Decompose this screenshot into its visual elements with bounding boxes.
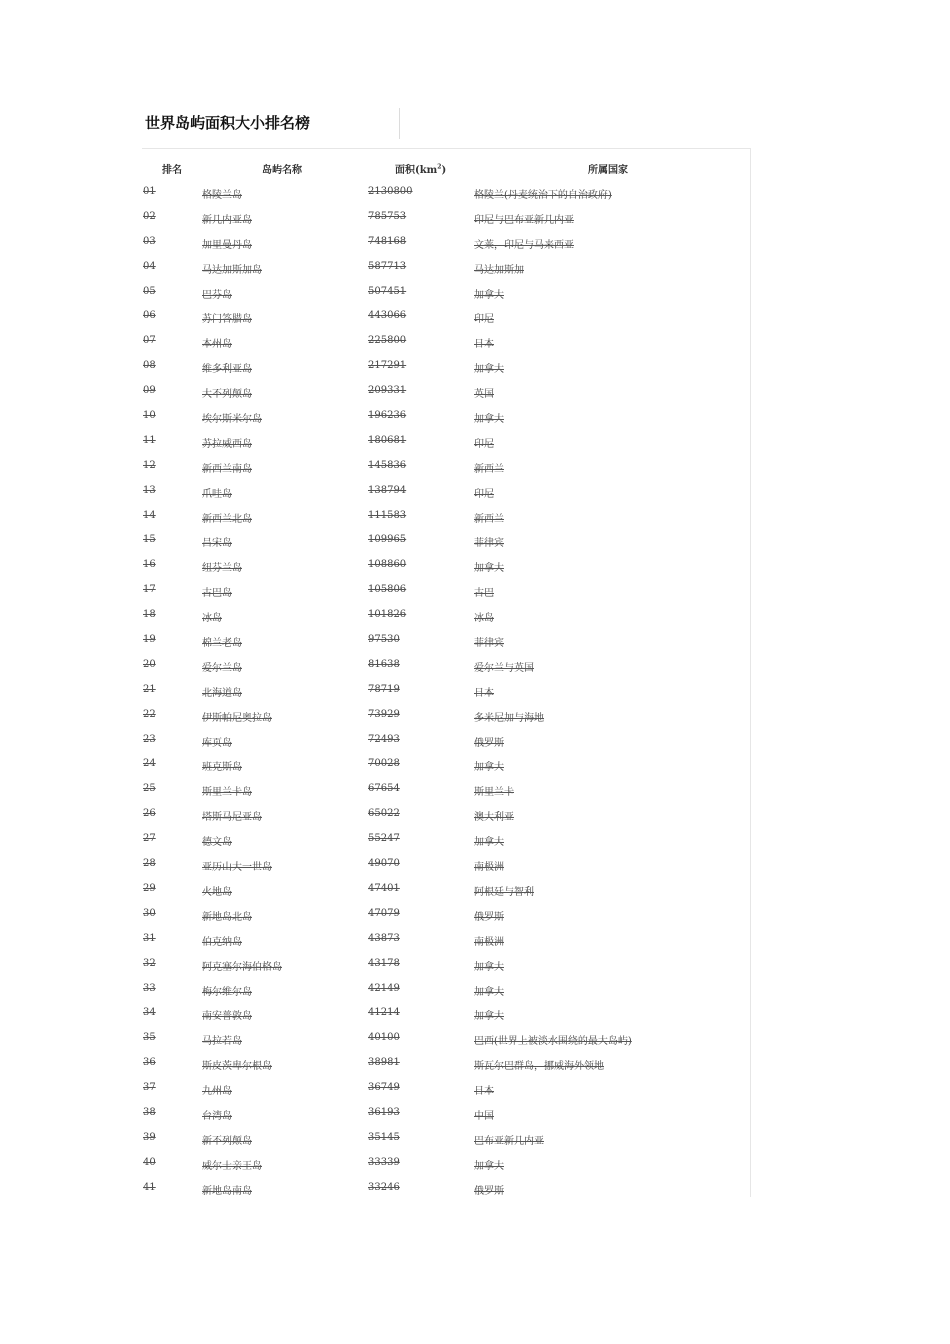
cell-island-name: 阿克塞尔海伯格岛: [202, 961, 282, 973]
cell-rank: 34: [143, 1007, 156, 1019]
cell-island-name: 伊斯帕尼奥拉岛: [202, 712, 272, 724]
table-row: [142, 310, 750, 335]
header-area-suffix: ): [441, 165, 447, 176]
cell-island-name: 格陵兰岛: [202, 190, 242, 201]
table-row: [142, 435, 750, 460]
cell-country: 加拿大: [474, 837, 504, 849]
cell-country: 俄罗斯: [474, 1185, 504, 1197]
cell-area: 225800: [368, 335, 407, 347]
cell-country: 加拿大: [474, 986, 504, 998]
table-row: [142, 1057, 750, 1082]
table-row: [142, 758, 750, 783]
cell-island-name: 亚历山大一世岛: [202, 862, 272, 874]
cell-country: 日本: [474, 687, 494, 699]
cell-island-name: 纽芬兰岛: [202, 563, 242, 575]
cell-area: 785753: [368, 210, 407, 222]
cell-area: 42149: [368, 982, 400, 994]
table-row: [142, 883, 750, 908]
cell-area: 748168: [368, 235, 407, 247]
header-country: 所属国家: [588, 165, 628, 176]
cell-rank: 22: [143, 708, 156, 720]
cell-country: 加拿大: [474, 1011, 504, 1023]
island-ranking-table: [142, 148, 751, 1197]
cell-rank: 30: [143, 907, 156, 919]
cell-island-name: 新西兰南岛: [202, 463, 252, 475]
cell-country: 新西兰: [474, 463, 504, 475]
header-island-name: 岛屿名称: [262, 165, 302, 176]
cell-rank: 21: [143, 683, 156, 695]
table-row: [142, 286, 750, 311]
table-row: [142, 908, 750, 933]
table-row: [142, 833, 750, 858]
cell-rank: 05: [143, 285, 156, 297]
cell-country: 马达加斯加: [474, 264, 524, 276]
cell-area: 443066: [368, 310, 407, 322]
header-area-sup: 2: [437, 163, 442, 171]
cell-rank: 37: [143, 1082, 156, 1094]
cell-rank: 40: [143, 1156, 156, 1168]
cell-rank: 27: [143, 833, 156, 845]
cell-country: 印尼: [474, 438, 494, 450]
cell-island-name: 爪哇岛: [202, 488, 232, 500]
cell-rank: 24: [143, 758, 156, 770]
cell-island-name: 火地岛: [202, 886, 232, 898]
cell-rank: 12: [143, 459, 156, 471]
table-row: [142, 958, 750, 983]
cell-country: 阿根廷与智利: [474, 886, 534, 898]
table-row: [142, 1132, 750, 1157]
cell-country: 南极洲: [474, 862, 504, 874]
cell-area: 55247: [368, 833, 400, 845]
cell-rank: 23: [143, 733, 156, 745]
cell-rank: 26: [143, 808, 156, 820]
table-header: [142, 161, 750, 177]
cell-rank: 29: [143, 882, 156, 894]
cell-country: 印尼: [474, 488, 494, 500]
cell-island-name: 苏门答腊岛: [202, 314, 252, 326]
table-row: [142, 559, 750, 584]
table-row: [142, 983, 750, 1008]
cell-area: 105806: [368, 584, 407, 596]
cell-country: 菲律宾: [474, 638, 504, 650]
cell-island-name: 新地岛北岛: [202, 911, 252, 923]
cell-island-name: 古巴岛: [202, 588, 232, 600]
table-row: [142, 510, 750, 535]
header-area-prefix: 面积(km: [395, 165, 438, 176]
cell-country: 巴西(世界上被淡水围绕的最大岛屿): [474, 1036, 632, 1048]
cell-country: 加拿大: [474, 563, 504, 575]
cell-country: 斯瓦尔巴群岛，挪威海外领地: [474, 1061, 604, 1073]
cell-area: 67654: [368, 783, 400, 795]
cell-rank: 17: [143, 584, 156, 596]
cell-area: 65022: [368, 808, 400, 820]
cell-country: 日本: [474, 339, 494, 351]
cell-area: 111583: [368, 509, 407, 521]
cell-area: 196236: [368, 410, 407, 422]
cell-island-name: 新不列颠岛: [202, 1135, 252, 1147]
cell-rank: 35: [143, 1032, 156, 1044]
cell-island-name: 马拉若岛: [202, 1036, 242, 1048]
cell-island-name: 本州岛: [202, 339, 232, 351]
cell-country: 英国: [474, 389, 494, 401]
cell-island-name: 新几内亚岛: [202, 214, 252, 226]
cell-rank: 09: [143, 385, 156, 397]
cell-country: 印尼: [474, 314, 494, 326]
table-row: [142, 709, 750, 734]
table-body: [142, 186, 750, 1207]
cell-country: 格陵兰(丹麦统治下的自治政府): [474, 190, 612, 201]
table-row: [142, 261, 750, 286]
table-row: [142, 1157, 750, 1182]
cell-area: 38981: [368, 1057, 400, 1069]
cell-country: 菲律宾: [474, 538, 504, 550]
cell-rank: 36: [143, 1057, 156, 1069]
cell-country: 巴布亚新几内亚: [474, 1135, 544, 1147]
table-row: [142, 236, 750, 261]
cell-rank: 11: [143, 434, 156, 446]
cell-area: 41214: [368, 1007, 400, 1019]
table-row: [142, 684, 750, 709]
cell-rank: 07: [143, 335, 156, 347]
cell-rank: 18: [143, 609, 156, 621]
cell-rank: 31: [143, 932, 156, 944]
cell-area: 70028: [368, 758, 400, 770]
cell-country: 多米尼加与海地: [474, 712, 544, 724]
cell-island-name: 马达加斯加岛: [202, 264, 262, 276]
cell-rank: 20: [143, 658, 156, 670]
table-row: [142, 460, 750, 485]
cell-rank: 16: [143, 559, 156, 571]
table-row: [142, 808, 750, 833]
cell-area: 145836: [368, 459, 407, 471]
cell-country: 古巴: [474, 588, 494, 600]
table-row: [142, 783, 750, 808]
table-row: [142, 634, 750, 659]
cell-country: 新西兰: [474, 513, 504, 525]
cell-country: 斯里兰卡: [474, 787, 514, 799]
table-row: [142, 410, 750, 435]
table-row: [142, 1182, 750, 1207]
cell-country: 文莱，印尼与马来西亚: [474, 239, 574, 251]
cell-island-name: 德文岛: [202, 837, 232, 849]
table-row: [142, 858, 750, 883]
cell-country: 印尼与巴布亚新几内亚: [474, 214, 574, 226]
cell-country: 爱尔兰与英国: [474, 662, 534, 674]
cell-rank: 19: [143, 634, 156, 646]
cell-island-name: 大不列颠岛: [202, 389, 252, 401]
cell-rank: 28: [143, 858, 156, 870]
table-row: [142, 485, 750, 510]
cell-area: 217291: [368, 360, 407, 372]
table-row: [142, 734, 750, 759]
cell-country: 加拿大: [474, 289, 504, 301]
cell-island-name: 班克斯岛: [202, 762, 242, 774]
cell-area: 97530: [368, 634, 400, 646]
cell-country: 加拿大: [474, 762, 504, 774]
cell-country: 南极洲: [474, 936, 504, 948]
cell-area: 78719: [368, 683, 400, 695]
cell-country: 加拿大: [474, 1160, 504, 1172]
cell-rank: 02: [143, 210, 156, 222]
cell-country: 加拿大: [474, 961, 504, 973]
cell-island-name: 吕宋岛: [202, 538, 232, 550]
cell-area: 47401: [368, 882, 400, 894]
cell-island-name: 新地岛南岛: [202, 1185, 252, 1197]
cell-rank: 01: [143, 186, 156, 197]
cell-area: 72493: [368, 733, 400, 745]
cell-area: 40100: [368, 1032, 400, 1044]
table-row: [142, 360, 750, 385]
table-row: [142, 1007, 750, 1032]
cell-area: 101826: [368, 609, 407, 621]
page-title: 世界岛屿面积大小排名榜: [145, 114, 311, 132]
cell-country: 冰岛: [474, 613, 494, 625]
cell-island-name: 塔斯马尼亚岛: [202, 812, 262, 824]
table-row: [142, 385, 750, 410]
cell-rank: 08: [143, 360, 156, 372]
cell-area: 587713: [368, 260, 407, 272]
cell-area: 108860: [368, 559, 407, 571]
table-row: [142, 1032, 750, 1057]
cell-country: 中国: [474, 1110, 494, 1122]
cell-island-name: 棉兰老岛: [202, 638, 242, 650]
cell-rank: 10: [143, 410, 156, 422]
cell-island-name: 九州岛: [202, 1086, 232, 1098]
cell-rank: 04: [143, 260, 156, 272]
cell-rank: 15: [143, 534, 156, 546]
cell-area: 47079: [368, 907, 400, 919]
table-row: [142, 933, 750, 958]
cell-island-name: 梅尔维尔岛: [202, 986, 252, 998]
cell-area: 33246: [368, 1181, 400, 1193]
cell-area: 507451: [368, 285, 407, 297]
cell-rank: 06: [143, 310, 156, 322]
table-row: [142, 534, 750, 559]
cell-island-name: 加里曼丹岛: [202, 239, 252, 251]
cell-country: 澳大利亚: [474, 812, 514, 824]
table-row: [142, 211, 750, 236]
cell-area: 36749: [368, 1082, 400, 1094]
cell-area: 138794: [368, 484, 407, 496]
cell-island-name: 巴芬岛: [202, 289, 232, 301]
cell-rank: 03: [143, 235, 156, 247]
cell-country: 日本: [474, 1086, 494, 1098]
cell-rank: 39: [143, 1131, 156, 1143]
cell-island-name: 斯皮茨卑尔根岛: [202, 1061, 272, 1073]
cell-area: 73929: [368, 708, 400, 720]
cell-island-name: 北海道岛: [202, 687, 242, 699]
cell-area: 180681: [368, 434, 407, 446]
cell-area: 81638: [368, 658, 400, 670]
table-row: [142, 584, 750, 609]
cell-island-name: 新西兰北岛: [202, 513, 252, 525]
cell-country: 加拿大: [474, 414, 504, 426]
cell-island-name: 冰岛: [202, 613, 222, 625]
cell-rank: 13: [143, 484, 156, 496]
table-row: [142, 335, 750, 360]
table-row: [142, 186, 750, 211]
cell-island-name: 埃尔斯米尔岛: [202, 414, 262, 426]
cell-island-name: 南安普敦岛: [202, 1011, 252, 1023]
header-rank: 排名: [162, 165, 182, 176]
cell-country: 加拿大: [474, 364, 504, 376]
cell-area: 209331: [368, 385, 407, 397]
cell-island-name: 威尔士亲王岛: [202, 1160, 262, 1172]
cell-island-name: 斯里兰卡岛: [202, 787, 252, 799]
cell-rank: 32: [143, 957, 156, 969]
cell-island-name: 伯克纳岛: [202, 936, 242, 948]
header-area: [395, 161, 446, 176]
cell-area: 36193: [368, 1106, 400, 1118]
cell-rank: 41: [143, 1181, 156, 1193]
table-row: [142, 659, 750, 684]
cell-area: 49070: [368, 858, 400, 870]
cell-rank: 14: [143, 509, 156, 521]
cell-island-name: 台湾岛: [202, 1110, 232, 1122]
cell-rank: 33: [143, 982, 156, 994]
cell-country: 俄罗斯: [474, 911, 504, 923]
cell-area: 43178: [368, 957, 400, 969]
cell-country: 俄罗斯: [474, 737, 504, 749]
cell-area: 2130800: [368, 186, 413, 197]
title-divider: [399, 108, 400, 139]
cell-island-name: 爱尔兰岛: [202, 662, 242, 674]
cell-island-name: 库页岛: [202, 737, 232, 749]
cell-rank: 25: [143, 783, 156, 795]
table-row: [142, 1107, 750, 1132]
table-row: [142, 609, 750, 634]
table-row: [142, 1082, 750, 1107]
cell-area: 35145: [368, 1131, 400, 1143]
cell-island-name: 维多利亚岛: [202, 364, 252, 376]
cell-area: 109965: [368, 534, 407, 546]
cell-island-name: 苏拉威西岛: [202, 438, 252, 450]
cell-area: 33339: [368, 1156, 400, 1168]
cell-area: 43873: [368, 932, 400, 944]
cell-rank: 38: [143, 1106, 156, 1118]
